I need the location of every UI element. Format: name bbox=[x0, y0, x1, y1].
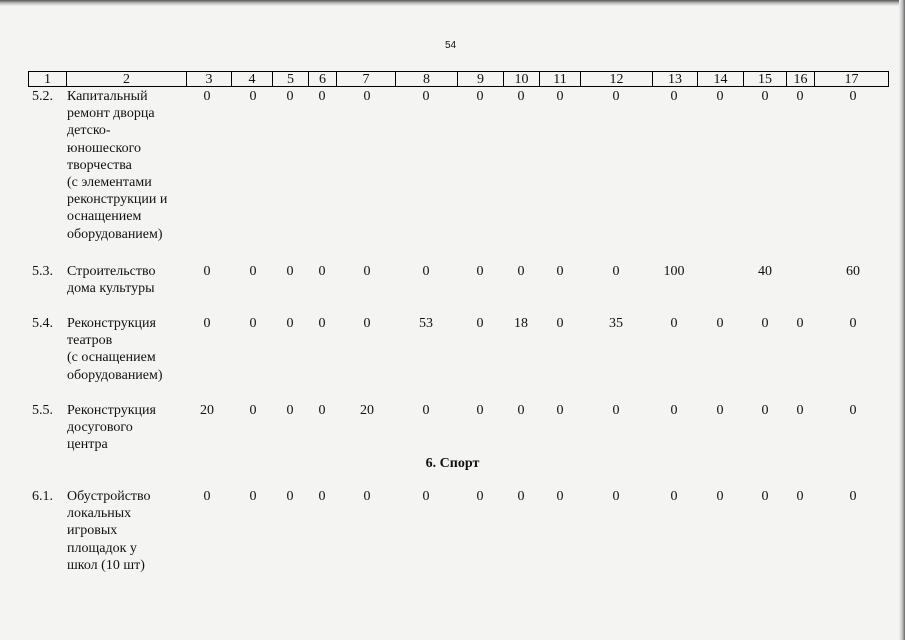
row-name-line: Реконструкция bbox=[67, 403, 156, 418]
value-cell: 0 bbox=[556, 489, 564, 504]
header-cell: 11 bbox=[539, 71, 581, 87]
value-cell: 0 bbox=[556, 403, 564, 418]
value-cell: 0 bbox=[422, 89, 430, 104]
value-cell: 0 bbox=[318, 264, 326, 279]
value-cell: 0 bbox=[203, 264, 211, 279]
value-cell: 0 bbox=[556, 264, 564, 279]
scan-right-edge bbox=[899, 0, 905, 640]
value-cell: 0 bbox=[761, 89, 769, 104]
value-cell: 0 bbox=[363, 89, 371, 104]
row-number: 5.2. bbox=[32, 89, 53, 104]
value-cell: 0 bbox=[716, 489, 724, 504]
value-cell: 0 bbox=[286, 264, 294, 279]
value-cell: 0 bbox=[849, 489, 857, 504]
value-cell: 35 bbox=[609, 316, 623, 331]
value-cell: 0 bbox=[203, 489, 211, 504]
row-number: 6.1. bbox=[32, 489, 53, 504]
value-cell: 0 bbox=[249, 403, 257, 418]
value-cell: 0 bbox=[249, 264, 257, 279]
value-cell: 40 bbox=[758, 264, 772, 279]
value-cell: 0 bbox=[422, 264, 430, 279]
value-cell: 0 bbox=[612, 89, 620, 104]
value-cell: 0 bbox=[796, 316, 804, 331]
row-name-line: оборудованием) bbox=[67, 226, 163, 242]
value-cell: 0 bbox=[849, 89, 857, 104]
value-cell: 0 bbox=[796, 489, 804, 504]
value-cell: 0 bbox=[286, 489, 294, 504]
row-name bbox=[67, 263, 197, 297]
value-cell: 0 bbox=[476, 264, 484, 279]
value-cell: 0 bbox=[476, 89, 484, 104]
value-cell: 0 bbox=[476, 489, 484, 504]
header-cell: 17 bbox=[814, 71, 889, 87]
value-cell: 0 bbox=[849, 403, 857, 418]
page-number: 54 bbox=[445, 40, 457, 51]
value-cell: 0 bbox=[318, 489, 326, 504]
row-name bbox=[67, 88, 197, 243]
row-name-line: творчества bbox=[67, 157, 132, 173]
value-cell: 0 bbox=[796, 89, 804, 104]
value-cell: 20 bbox=[200, 403, 214, 418]
value-cell: 0 bbox=[517, 403, 525, 418]
value-cell: 0 bbox=[761, 403, 769, 418]
row-name-line: локальных bbox=[67, 506, 132, 522]
value-cell: 0 bbox=[670, 89, 678, 104]
value-cell: 0 bbox=[203, 316, 211, 331]
value-cell: 0 bbox=[761, 316, 769, 331]
value-cell: 0 bbox=[476, 403, 484, 418]
value-cell: 0 bbox=[612, 403, 620, 418]
header-cell: 13 bbox=[652, 71, 698, 87]
row-name-line: центра bbox=[67, 437, 108, 453]
value-cell: 53 bbox=[419, 316, 433, 331]
header-cell: 1 bbox=[28, 71, 67, 87]
row-name-line: ремонт дворца bbox=[67, 106, 155, 122]
value-cell: 0 bbox=[363, 316, 371, 331]
row-name-line: школ (10 шт) bbox=[67, 557, 145, 573]
header-cell: 14 bbox=[697, 71, 744, 87]
row-name-line: юношеского bbox=[67, 140, 141, 156]
header-cell: 10 bbox=[503, 71, 540, 87]
row-name-line: игровых bbox=[67, 523, 118, 539]
scan-top-edge bbox=[0, 0, 905, 6]
header-cell: 5 bbox=[272, 71, 309, 87]
value-cell: 0 bbox=[517, 264, 525, 279]
value-cell: 0 bbox=[670, 316, 678, 331]
header-cell: 3 bbox=[186, 71, 232, 87]
row-name bbox=[67, 315, 197, 384]
value-cell: 0 bbox=[517, 89, 525, 104]
value-cell: 18 bbox=[514, 316, 528, 331]
row-number: 5.4. bbox=[32, 316, 53, 331]
row-name-line: Обустройство bbox=[67, 489, 151, 504]
row-name bbox=[67, 488, 197, 574]
value-cell: 0 bbox=[796, 403, 804, 418]
value-cell: 0 bbox=[716, 403, 724, 418]
row-name-line: детско- bbox=[67, 123, 111, 139]
value-cell: 0 bbox=[422, 489, 430, 504]
value-cell: 0 bbox=[318, 403, 326, 418]
value-cell: 60 bbox=[846, 264, 860, 279]
row-name-line: оборудованием) bbox=[67, 367, 163, 383]
value-cell: 0 bbox=[249, 489, 257, 504]
value-cell: 100 bbox=[663, 264, 685, 279]
header-cell: 12 bbox=[580, 71, 653, 87]
row-name bbox=[67, 402, 197, 454]
row-name-line: Реконструкция bbox=[67, 316, 156, 331]
value-cell: 0 bbox=[286, 403, 294, 418]
value-cell: 0 bbox=[612, 489, 620, 504]
value-cell: 0 bbox=[517, 489, 525, 504]
row-number: 5.3. bbox=[32, 264, 53, 279]
value-cell: 0 bbox=[203, 89, 211, 104]
row-number: 5.5. bbox=[32, 403, 53, 418]
value-cell: 0 bbox=[716, 316, 724, 331]
value-cell: 0 bbox=[422, 403, 430, 418]
value-cell: 0 bbox=[670, 489, 678, 504]
value-cell: 0 bbox=[476, 316, 484, 331]
row-name-line: театров bbox=[67, 333, 113, 349]
value-cell: 0 bbox=[318, 316, 326, 331]
value-cell: 0 bbox=[286, 316, 294, 331]
section-heading: 6. Спорт bbox=[425, 456, 480, 471]
header-cell: 6 bbox=[308, 71, 337, 87]
header-cell: 4 bbox=[231, 71, 273, 87]
value-cell: 0 bbox=[249, 316, 257, 331]
value-cell: 0 bbox=[612, 264, 620, 279]
value-cell: 0 bbox=[761, 489, 769, 504]
value-cell: 0 bbox=[670, 403, 678, 418]
value-cell: 0 bbox=[249, 89, 257, 104]
header-cell: 15 bbox=[743, 71, 787, 87]
value-cell: 0 bbox=[363, 264, 371, 279]
row-name-line: Строительство bbox=[67, 264, 156, 279]
value-cell: 0 bbox=[716, 89, 724, 104]
row-name-line: реконструкции и bbox=[67, 192, 168, 208]
value-cell: 0 bbox=[363, 489, 371, 504]
row-name-line: (с элементами bbox=[67, 175, 152, 191]
row-name-line: дома культуры bbox=[67, 281, 155, 297]
value-cell: 0 bbox=[556, 316, 564, 331]
row-name-line: (с оснащением bbox=[67, 350, 156, 366]
value-cell: 0 bbox=[556, 89, 564, 104]
row-name-line: досугового bbox=[67, 420, 133, 436]
header-cell: 7 bbox=[336, 71, 396, 87]
header-cell: 8 bbox=[395, 71, 458, 87]
row-name-line: оснащением bbox=[67, 209, 142, 225]
row-name-line: площадок у bbox=[67, 540, 137, 556]
header-cell: 16 bbox=[786, 71, 815, 87]
row-name-line: Капитальный bbox=[67, 89, 148, 104]
value-cell: 0 bbox=[849, 316, 857, 331]
header-cell: 2 bbox=[66, 71, 187, 87]
header-cell: 9 bbox=[457, 71, 504, 87]
value-cell: 20 bbox=[360, 403, 374, 418]
value-cell: 0 bbox=[286, 89, 294, 104]
value-cell: 0 bbox=[318, 89, 326, 104]
